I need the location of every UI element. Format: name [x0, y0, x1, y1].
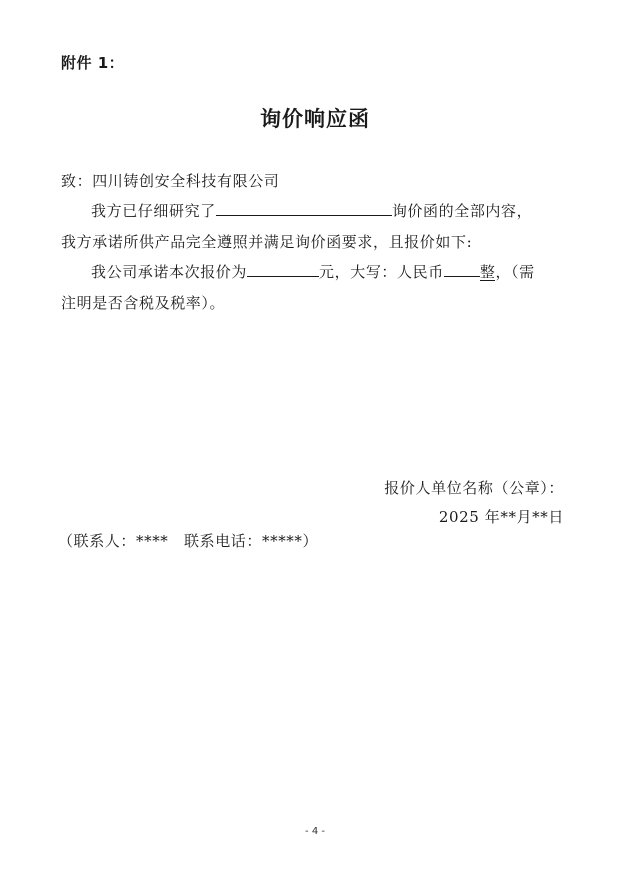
page-number: - 4 - — [305, 826, 325, 837]
para2-whole: 整 — [479, 263, 496, 281]
signer-label: 报价人单位名称（公章）： — [384, 479, 564, 497]
price-amount-blank — [247, 262, 319, 277]
document-title: 询价响应函 — [260, 107, 370, 131]
paragraph-2-line-2: 注明是否含税及税率）。 — [61, 294, 226, 312]
contact-line: （联系人：**** 联系电话：*****） — [58, 532, 319, 550]
paragraph-2-line-1 — [91, 262, 535, 282]
price-capital-blank — [444, 262, 480, 277]
para2-prefix: 我公司承诺本次报价为 — [91, 263, 248, 281]
para2-mid: 元，大写：人民币 — [319, 263, 444, 281]
date-text: 2025 年**月**日 — [438, 508, 564, 526]
addressee-line: 致：四川铸创安全科技有限公司 — [61, 172, 280, 190]
paragraph-1-line-2: 我方承诺所供产品完全遵照并满足询价函要求，且报价如下: — [61, 233, 473, 251]
paragraph-1-line-1 — [91, 201, 532, 221]
para2-suffix: ，（需 — [495, 263, 535, 281]
para1-suffix: 询价函的全部内容， — [391, 202, 533, 220]
para1-prefix: 我方已仔细研究了 — [91, 202, 216, 220]
inquiry-name-blank — [216, 201, 392, 216]
attachment-label: 附件 1： — [61, 54, 125, 72]
